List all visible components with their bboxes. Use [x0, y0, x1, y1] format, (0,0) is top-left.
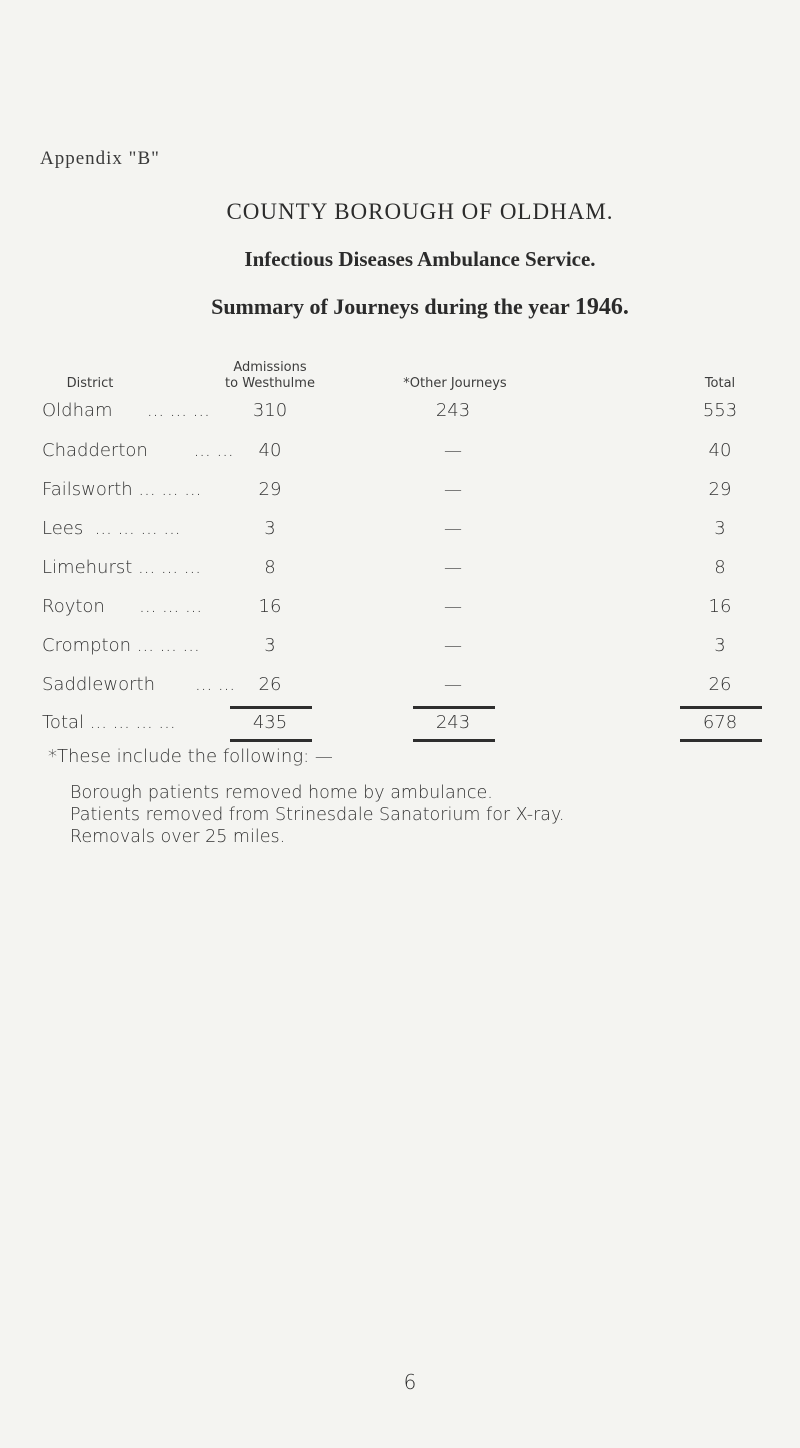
double-rule-admissions — [230, 739, 312, 742]
summary-year: 1946. — [574, 294, 629, 320]
header-admissions-line1: Admissions — [233, 360, 307, 375]
row-total: 8 — [714, 557, 726, 578]
footnote-list — [70, 782, 564, 848]
total-other: 243 — [435, 712, 471, 733]
row-other: 243 — [435, 400, 471, 421]
page-subtitle: Infectious Diseases Ambulance Service. — [244, 247, 596, 271]
row-total: 26 — [708, 674, 732, 695]
row-district: Limehurst ... ... ... — [42, 557, 201, 578]
table-row — [0, 400, 800, 430]
row-district: Royton ... ... ... — [42, 596, 203, 617]
row-other: — — [444, 635, 462, 656]
row-other: — — [444, 440, 462, 461]
row-admissions: 26 — [258, 674, 282, 695]
row-admissions: 310 — [252, 400, 288, 421]
double-rule-total — [680, 739, 762, 742]
row-total: 29 — [708, 479, 732, 500]
row-admissions: 29 — [258, 479, 282, 500]
table-row — [0, 440, 800, 470]
row-district: Crompton ... ... ... — [42, 635, 200, 656]
row-other: — — [444, 674, 462, 695]
row-district: Saddleworth ... ... — [42, 674, 236, 695]
header-admissions — [200, 360, 340, 392]
row-other: — — [444, 596, 462, 617]
table-row — [0, 596, 800, 626]
row-admissions: 16 — [258, 596, 282, 617]
row-district: Oldham ... ... ... — [42, 400, 210, 421]
row-other: — — [444, 479, 462, 500]
total-rule-other — [413, 706, 495, 709]
footnote-item: Borough patients removed home by ambulance. — [70, 783, 493, 803]
row-admissions: 40 — [258, 440, 282, 461]
row-admissions: 8 — [264, 557, 276, 578]
table-row — [0, 674, 800, 704]
total-rule-admissions — [230, 706, 312, 709]
row-admissions: 3 — [264, 635, 276, 656]
total-label: Total ... ... ... ... — [42, 712, 176, 733]
row-admissions: 3 — [264, 518, 276, 539]
row-other: — — [444, 518, 462, 539]
page-title: COUNTY BOROUGH OF OLDHAM. — [226, 199, 614, 224]
page-number: 6 — [403, 1370, 417, 1394]
row-total: 553 — [702, 400, 738, 421]
summary-heading — [0, 294, 800, 321]
row-total: 16 — [708, 596, 732, 617]
row-total: 3 — [714, 635, 726, 656]
row-other: — — [444, 557, 462, 578]
header-total: Total — [704, 376, 736, 391]
total-total: 678 — [702, 712, 738, 733]
double-rule-other — [413, 739, 495, 742]
table-row — [0, 518, 800, 548]
row-district: Failsworth ... ... ... — [42, 479, 202, 500]
total-rule-total — [680, 706, 762, 709]
header-district: District — [66, 376, 114, 391]
footnote: *These include the following: — — [48, 746, 333, 767]
header-admissions-line2: to Westhulme — [225, 376, 315, 391]
table-row — [0, 557, 800, 587]
table-row — [0, 479, 800, 509]
row-total: 3 — [714, 518, 726, 539]
table-row — [0, 635, 800, 665]
row-total: 40 — [708, 440, 732, 461]
footnote-item: Patients removed from Strinesdale Sanatorium for X-ray. — [70, 805, 565, 825]
row-district: Lees ... ... ... ... — [42, 518, 181, 539]
table-total-row — [0, 712, 800, 742]
appendix-label: Appendix "B" — [40, 148, 160, 169]
total-admissions: 435 — [252, 712, 288, 733]
summary-prefix: Summary of Journeys during the year — [211, 294, 570, 319]
row-district: Chadderton ... ... — [42, 440, 234, 461]
footnote-item: Removals over 25 miles. — [70, 827, 286, 847]
header-other-journeys: *Other Journeys — [403, 376, 507, 391]
